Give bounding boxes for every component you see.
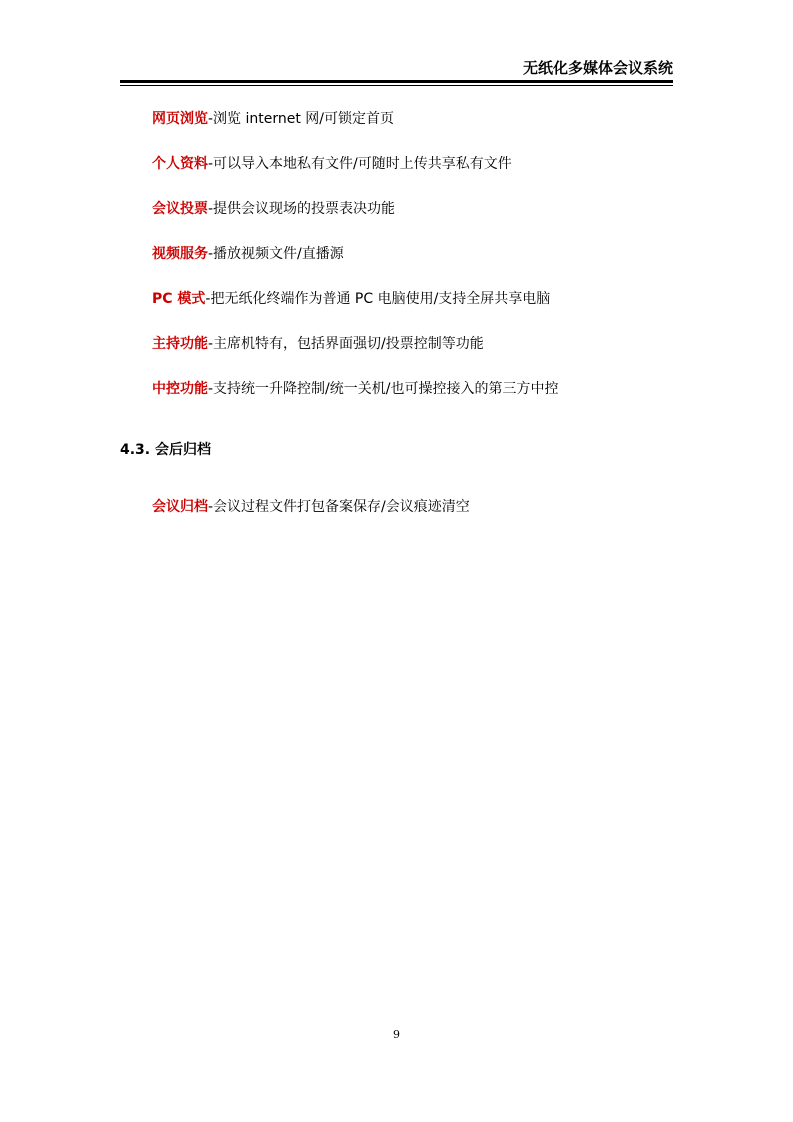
feature-desc: -浏览 internet 网/可锁定首页 [208, 111, 395, 127]
feature-desc: -播放视频文件/直播源 [208, 246, 344, 262]
header-title: 无纸化多媒体会议系统 [522, 59, 673, 77]
feature-item-central-control [152, 379, 558, 399]
feature-name: 中控功能 [152, 381, 208, 397]
page-number: 9 [393, 1028, 400, 1041]
feature-item-voting [152, 199, 395, 219]
feature-name: 个人资料 [152, 156, 208, 172]
feature-name: 会议投票 [152, 201, 208, 217]
header-rule-thick [120, 80, 673, 83]
feature-item-chair-functions [152, 334, 484, 354]
feature-item-personal-files [152, 154, 512, 174]
header-rule-thin [120, 85, 673, 86]
feature-name: 视频服务 [152, 246, 208, 262]
section-heading: 4.3. 会后归档 [120, 442, 211, 458]
feature-item-pc-mode [152, 289, 550, 309]
feature-name: 网页浏览 [152, 111, 208, 127]
feature-desc: -支持统一升降控制/统一关机/也可操控接入的第三方中控 [208, 381, 559, 397]
feature-name: PC 模式 [152, 291, 206, 307]
feature-desc: -提供会议现场的投票表决功能 [208, 201, 396, 217]
feature-desc: -把无纸化终端作为普通 PC 电脑使用/支持全屏共享电脑 [205, 291, 551, 307]
feature-name: 会议归档 [152, 499, 208, 515]
feature-desc: -可以导入本地私有文件/可随时上传共享私有文件 [208, 156, 512, 172]
feature-desc: -会议过程文件打包备案保存/会议痕迹清空 [208, 499, 470, 515]
feature-name: 主持功能 [152, 336, 208, 352]
feature-item-video-service [152, 244, 344, 264]
feature-item-archive [152, 497, 470, 517]
feature-desc: -主席机特有，包括界面强切/投票控制等功能 [208, 336, 484, 352]
feature-item-web-browsing [152, 109, 394, 129]
